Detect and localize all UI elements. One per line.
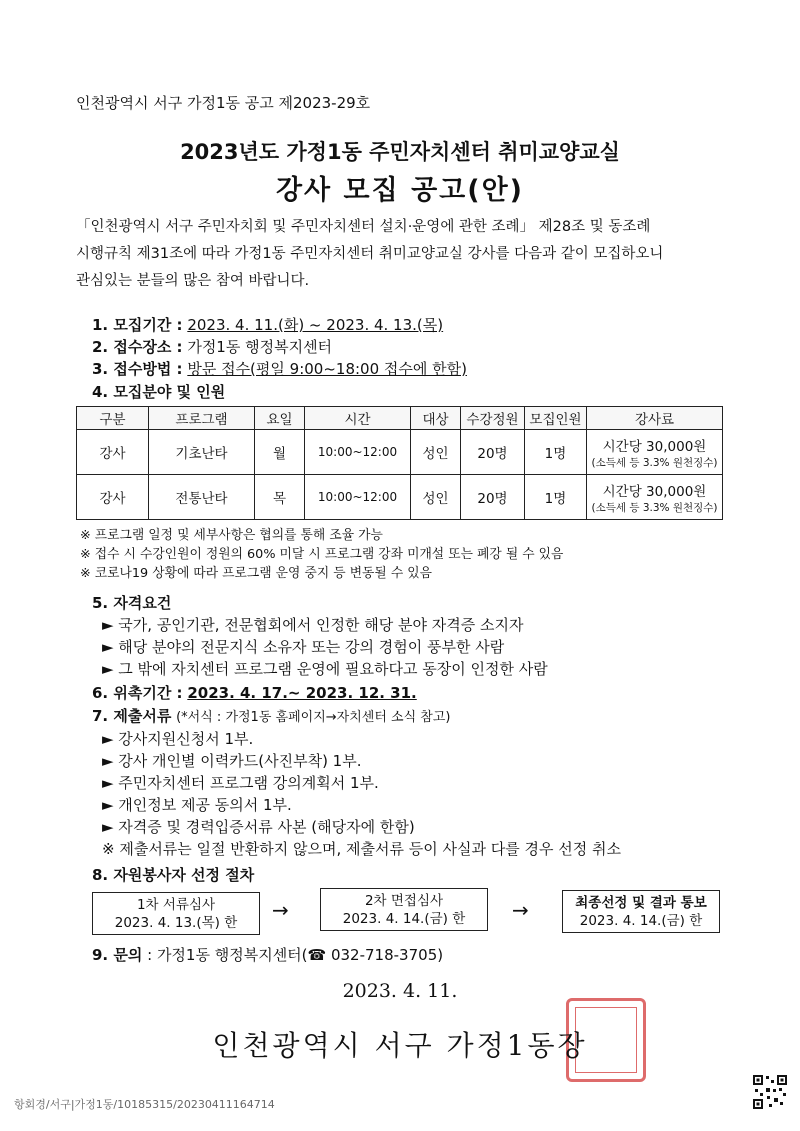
column-header: 프로그램 (149, 407, 255, 430)
cell-recruit: 1명 (525, 430, 587, 475)
section-value: 방문 접수(평일 9:00~18:00 접수에 한함) (187, 360, 467, 378)
document-subtitle: 강사 모집 공고(안) (275, 175, 525, 206)
intro-line: 「인천광역시 서구 주민자치회 및 주민자치센터 설치·운영에 관한 조례」 제28조 및 동조례 (76, 219, 651, 235)
document-item: ► 주민자치센터 프로그램 강의계획서 1부. (102, 774, 379, 792)
cell-fee (587, 475, 723, 520)
column-header: 시간 (305, 407, 411, 430)
document-title: 2023년도 가정1동 주민자치센터 취미교양교실 (180, 140, 620, 164)
fee-note: (소득세 등 3.3% 원천징수) (591, 456, 718, 469)
notice-date: 2023. 4. 11. (342, 980, 458, 1002)
note-item: ※ 코로나19 상황에 따라 프로그램 운영 중지 등 변동될 수 있음 (80, 566, 433, 581)
qualification-item: ► 해당 분야의 전문지식 소유자 또는 강의 경험이 풍부한 사람 (102, 638, 505, 656)
cell-type: 강사 (77, 475, 149, 520)
qualification-item: ► 그 밖에 자치센터 프로그램 운영에 필요하다고 동장이 인정한 사람 (102, 660, 548, 678)
section-value: 2023. 4. 11.(화) ~ 2023. 4. 13.(목) (187, 316, 444, 334)
cell-recruit: 1명 (525, 475, 587, 520)
cell-time: 10:00~12:00 (305, 430, 411, 475)
qr-code-icon (752, 1074, 788, 1110)
cell-day: 월 (255, 430, 305, 475)
cell-day: 목 (255, 475, 305, 520)
note-item: ※ 프로그램 일정 및 세부사항은 협의를 통해 조율 가능 (80, 528, 383, 543)
table-row (77, 430, 723, 475)
issuer-signature: 인천광역시 서구 가정1동장 (212, 1029, 588, 1062)
qualification-item: ► 국가, 공인기관, 전문협회에서 인정한 해당 분야 자격증 소지자 (102, 616, 524, 634)
column-header: 구분 (77, 407, 149, 430)
document-item: ► 강사 개인별 이력카드(사진부착) 1부. (102, 752, 362, 770)
column-header: 수강정원 (461, 407, 525, 430)
cell-capacity: 20명 (461, 430, 525, 475)
notice-number: 인천광역시 서구 가정1동 공고 제2023-29호 (76, 94, 371, 112)
cell-target: 성인 (411, 430, 461, 475)
section-label: 6. 위촉기간 : (92, 684, 183, 702)
step-title: 2차 면접심사 (364, 893, 444, 909)
intro-paragraph (76, 214, 726, 295)
section-value: 2023. 4. 17.~ 2023. 12. 31. (187, 684, 417, 702)
procedure-step (320, 888, 488, 931)
step-date: 2023. 4. 14.(금) 한 (579, 913, 703, 929)
arrow-icon: → (272, 898, 289, 922)
fee-amount: 시간당 30,000원 (602, 483, 707, 500)
section-commission (92, 682, 417, 703)
procedure-step (92, 892, 260, 935)
section-procedure: 8. 자원봉사자 선정 절차 (92, 866, 255, 884)
section-value: 가정1동 행정복지센터 (187, 338, 333, 356)
fee-note: (소득세 등 3.3% 원천징수) (591, 501, 718, 514)
step-title: 최종선정 및 결과 통보 (575, 895, 707, 911)
section-label: 2. 접수장소 : (92, 338, 183, 356)
section-value: : 가정1동 행정복지센터(☎ 032-718-3705) (147, 946, 444, 964)
procedure-step (562, 890, 720, 933)
cell-program: 기초난타 (149, 430, 255, 475)
section-method (92, 358, 467, 379)
intro-line: 관심있는 분들의 많은 참여 바랍니다. (76, 273, 310, 289)
fee-amount: 시간당 30,000원 (602, 438, 707, 455)
section-place (92, 336, 332, 357)
column-header: 강사료 (587, 407, 723, 430)
document-item: ► 개인정보 제공 동의서 1부. (102, 796, 292, 814)
table-header-row (77, 407, 723, 430)
cell-program: 전통난타 (149, 475, 255, 520)
section-inquiry (92, 944, 443, 965)
cell-capacity: 20명 (461, 475, 525, 520)
intro-line: 시행규칙 제31조에 따라 가정1동 주민자치센터 취미교양교실 강사를 다음과 같이 모집하오니 (76, 246, 664, 262)
documents-sub: (*서식 : 가정1동 홈페이지→자치센터 소식 참고) (176, 710, 451, 725)
section-label: 9. 문의 (92, 946, 143, 964)
column-header: 요일 (255, 407, 305, 430)
cell-fee (587, 430, 723, 475)
document-item: ► 강사지원신청서 1부. (102, 730, 254, 748)
column-header: 대상 (411, 407, 461, 430)
step-date: 2023. 4. 14.(금) 한 (342, 911, 466, 927)
cell-time: 10:00~12:00 (305, 475, 411, 520)
section-label: 3. 접수방법 : (92, 360, 183, 378)
table-row (77, 475, 723, 520)
arrow-icon: → (512, 898, 529, 922)
section-field: 4. 모집분야 및 인원 (92, 383, 226, 401)
section-documents (92, 705, 450, 726)
document-code: 항회경/서구|가정1동/10185315/20230411164714 (14, 1098, 275, 1111)
step-title: 1차 서류심사 (136, 897, 216, 913)
note-item: ※ 접수 시 수강인원이 정원의 60% 미달 시 프로그램 강좌 미개설 또는 폐강 될 수 있음 (80, 547, 564, 562)
section-qualification: 5. 자격요건 (92, 594, 172, 612)
section-period (92, 314, 443, 335)
column-header: 모집인원 (525, 407, 587, 430)
section-label: 1. 모집기간 : (92, 316, 183, 334)
recruit-table (76, 406, 723, 520)
section-label: 7. 제출서류 (92, 707, 172, 725)
document-item: ► 자격증 및 경력입증서류 사본 (해당자에 한함) (102, 818, 415, 836)
documents-note: ※ 제출서류는 일절 반환하지 않으며, 제출서류 등이 사실과 다를 경우 선정 취소 (102, 840, 621, 858)
cell-type: 강사 (77, 430, 149, 475)
step-date: 2023. 4. 13.(목) 한 (114, 915, 238, 931)
cell-target: 성인 (411, 475, 461, 520)
